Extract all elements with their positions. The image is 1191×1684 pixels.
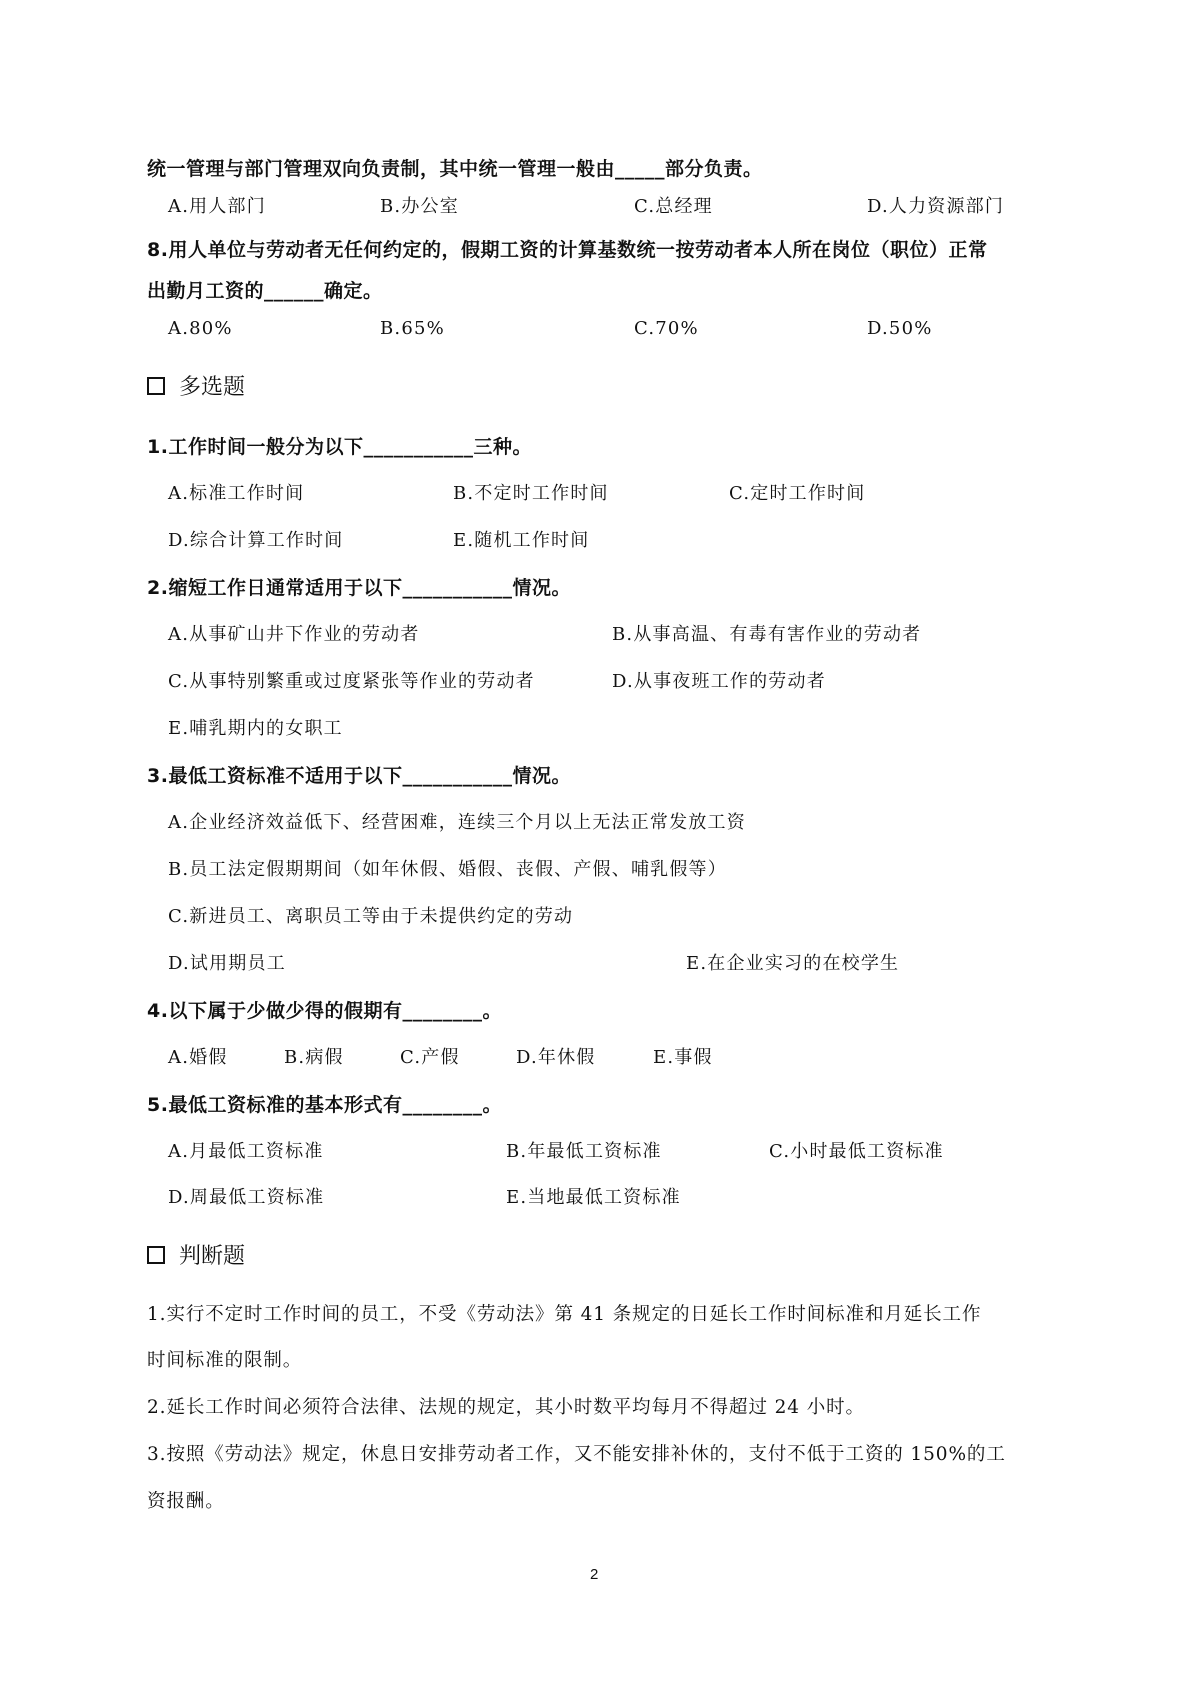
multi-q2-text: 2.缩短工作日通常适用于以下___________情况。 xyxy=(147,577,571,599)
multi-q1-option-a: A.标准工作时间 xyxy=(168,483,305,504)
multi-choice-heading: 多选题 xyxy=(179,375,246,400)
multi-q2-option-e: E.哺乳期内的女职工 xyxy=(168,718,343,739)
tf-item-3-line2: 资报酬。 xyxy=(147,1491,225,1512)
multi-q3-option-e: E.在企业实习的在校学生 xyxy=(686,953,900,974)
page-number: 2 xyxy=(590,1566,599,1583)
multi-q2-option-b: B.从事高温、有毒有害作业的劳动者 xyxy=(612,624,922,645)
checkbox-square-icon xyxy=(147,1246,165,1264)
section-heading-multi-choice xyxy=(147,370,245,401)
q7-option-d: D.人力资源部门 xyxy=(867,196,1005,217)
multi-q4-option-c: C.产假 xyxy=(400,1047,460,1068)
question-8-line2: 出勤月工资的______确定。 xyxy=(147,280,383,302)
multi-q5-option-a: A.月最低工资标准 xyxy=(168,1141,324,1162)
multi-q2-option-a: A.从事矿山井下作业的劳动者 xyxy=(168,624,420,645)
multi-q3-text: 3.最低工资标准不适用于以下___________情况。 xyxy=(147,765,571,787)
multi-q5-option-c: C.小时最低工资标准 xyxy=(769,1141,944,1162)
multi-q1-option-c: C.定时工作时间 xyxy=(729,483,866,504)
multi-q4-option-e: E.事假 xyxy=(653,1047,713,1068)
multi-q3-option-b: B.员工法定假期期间（如年休假、婚假、丧假、产假、哺乳假等） xyxy=(168,859,727,880)
multi-q4-option-d: D.年休假 xyxy=(516,1047,596,1068)
q8-option-a: A.80% xyxy=(168,318,233,339)
question-8-line1: 8.用人单位与劳动者无任何约定的，假期工资的计算基数统一按劳动者本人所在岗位（职位）正常 xyxy=(147,239,988,261)
q8-option-d: D.50% xyxy=(867,318,933,339)
multi-q1-option-b: B.不定时工作时间 xyxy=(453,483,609,504)
multi-q4-option-a: A.婚假 xyxy=(168,1047,228,1068)
multi-q2-option-d: D.从事夜班工作的劳动者 xyxy=(612,671,826,692)
multi-q4-option-b: B.病假 xyxy=(284,1047,344,1068)
q7-option-b: B.办公室 xyxy=(380,196,459,217)
multi-q3-option-a: A.企业经济效益低下、经营困难，连续三个月以上无法正常发放工资 xyxy=(168,812,746,833)
section-heading-true-false xyxy=(147,1239,245,1270)
checkbox-square-icon xyxy=(147,377,165,395)
multi-q5-option-e: E.当地最低工资标准 xyxy=(506,1187,681,1208)
tf-item-1-line1: 1.实行不定时工作时间的员工，不受《劳动法》第 41 条规定的日延长工作时间标准和月延长工作 xyxy=(147,1304,982,1325)
tf-item-3-line1: 3.按照《劳动法》规定，休息日安排劳动者工作，又不能安排补休的，支付不低于工资的 150%的工 xyxy=(147,1444,1006,1465)
multi-q2-option-c: C.从事特别繁重或过度紧张等作业的劳动者 xyxy=(168,671,535,692)
q7-option-a: A.用人部门 xyxy=(168,196,266,217)
multi-q3-option-c: C.新进员工、离职员工等由于未提供约定的劳动 xyxy=(168,906,574,927)
multi-q1-option-e: E.随机工作时间 xyxy=(453,530,590,551)
multi-q5-option-d: D.周最低工资标准 xyxy=(168,1187,325,1208)
q8-option-c: C.70% xyxy=(634,318,699,339)
multi-q1-option-d: D.综合计算工作时间 xyxy=(168,530,344,551)
multi-q1-text: 1.工作时间一般分为以下___________三种。 xyxy=(147,436,532,458)
multi-q4-text: 4.以下属于少做少得的假期有________。 xyxy=(147,1000,502,1022)
multi-q5-option-b: B.年最低工资标准 xyxy=(506,1141,662,1162)
true-false-heading: 判断题 xyxy=(179,1244,246,1269)
tf-item-2: 2.延长工作时间必须符合法律、法规的规定，其小时数平均每月不得超过 24 小时。 xyxy=(147,1397,865,1418)
tf-item-1-line2: 时间标准的限制。 xyxy=(147,1350,303,1371)
q8-option-b: B.65% xyxy=(380,318,445,339)
multi-q5-text: 5.最低工资标准的基本形式有________。 xyxy=(147,1094,502,1116)
q7-option-c: C.总经理 xyxy=(634,196,713,217)
multi-q3-option-d: D.试用期员工 xyxy=(168,953,286,974)
question-7-text: 统一管理与部门管理双向负责制，其中统一管理一般由_____部分负责。 xyxy=(147,158,763,180)
